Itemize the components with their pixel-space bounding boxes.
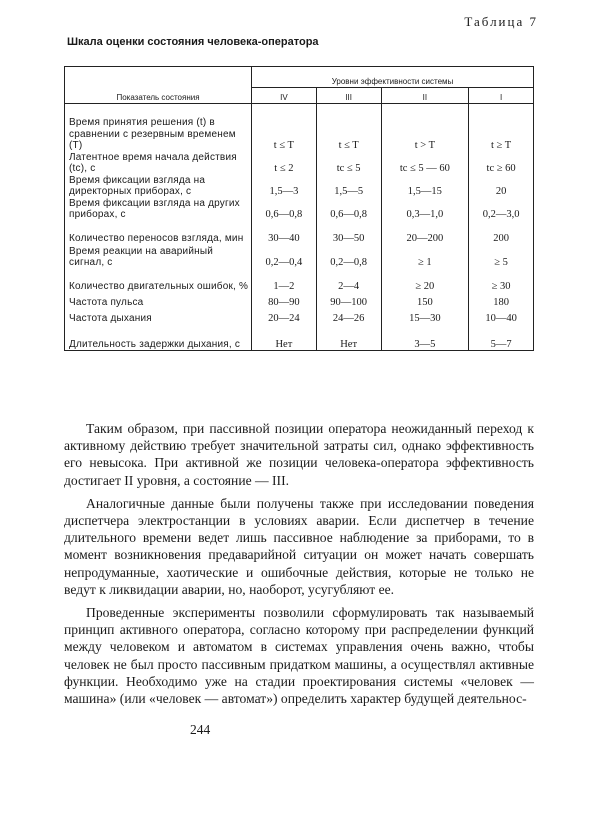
- value-cell: 24—26: [316, 309, 381, 325]
- param-cell: Время фиксации взгляда на других приборах, с: [65, 198, 252, 221]
- value-cell: 0,6—0,8: [316, 198, 381, 221]
- paragraph: Таким образом, при пассивной позиции оператора неожиданный переход к активному действию требует значительной затраты сил, однако эффективность его невысока. При активной же позиции человека-оператора эффективность достигает II уровня, а состояние — III.: [64, 421, 534, 488]
- value-cell: 30—40: [252, 221, 317, 245]
- value-cell: tс ≤ 5: [316, 152, 381, 175]
- value-cell: Нет: [316, 325, 381, 351]
- value-cell: ≥ 30: [469, 269, 534, 293]
- param-cell: Время принятия решения (t) в сравнении с резервным временем (T): [65, 104, 252, 152]
- value-cell: 0,2—0,4: [252, 245, 317, 269]
- value-cell: t > T: [381, 104, 469, 152]
- value-cell: 1,5—3: [252, 175, 317, 198]
- value-cell: 5—7: [469, 325, 534, 351]
- value-cell: 3—5: [381, 325, 469, 351]
- value-cell: Нет: [252, 325, 317, 351]
- param-cell: Частота дыхания: [65, 309, 252, 325]
- table-row: [65, 309, 534, 325]
- value-cell: 0,2—3,0: [469, 198, 534, 221]
- page-number: 244: [190, 722, 211, 737]
- value-cell: 20: [469, 175, 534, 198]
- param-column-header: Показатель состояния: [65, 67, 252, 104]
- value-cell: ≥ 20: [381, 269, 469, 293]
- value-cell: 150: [381, 293, 469, 309]
- param-cell: Время реакции на аварийный сигнал, с: [65, 245, 252, 269]
- value-cell: t ≤ 2: [252, 152, 317, 175]
- table-row: [65, 198, 534, 221]
- value-cell: 200: [469, 221, 534, 245]
- value-cell: 20—200: [381, 221, 469, 245]
- table-body: [65, 104, 534, 351]
- value-cell: 2—4: [316, 269, 381, 293]
- param-cell: Время фиксации взгляда на директорных приборах, с: [65, 175, 252, 198]
- value-cell: t ≥ T: [469, 104, 534, 152]
- level-header: IV: [252, 88, 317, 104]
- table-row: [65, 104, 534, 152]
- value-cell: 0,6—0,8: [252, 198, 317, 221]
- value-cell: 90—100: [316, 293, 381, 309]
- value-cell: t ≤ T: [316, 104, 381, 152]
- value-cell: 15—30: [381, 309, 469, 325]
- table-title: Шкала оценки состояния человека-оператора: [67, 36, 319, 48]
- table-number-label: Таблица 7: [464, 14, 538, 29]
- value-cell: ≥ 5: [469, 245, 534, 269]
- value-cell: 20—24: [252, 309, 317, 325]
- table-row: [65, 245, 534, 269]
- value-cell: tс ≥ 60: [469, 152, 534, 175]
- value-cell: 1—2: [252, 269, 317, 293]
- body-text: [64, 420, 534, 713]
- levels-header: Уровни эффективности системы: [252, 67, 534, 88]
- value-cell: 1,5—5: [316, 175, 381, 198]
- value-cell: 80—90: [252, 293, 317, 309]
- table-row: [65, 269, 534, 293]
- level-header: I: [469, 88, 534, 104]
- table-row: [65, 325, 534, 351]
- value-cell: 0,2—0,8: [316, 245, 381, 269]
- table-row: [65, 221, 534, 245]
- value-cell: 180: [469, 293, 534, 309]
- value-cell: t ≤ T: [252, 104, 317, 152]
- param-cell: Латентное время начала действия (tс), с: [65, 152, 252, 175]
- state-scale-table: [64, 66, 534, 351]
- param-cell: Количество двигательных ошибок, %: [65, 269, 252, 293]
- param-cell: Длительность задержки дыхания, с: [65, 325, 252, 351]
- value-cell: 1,5—15: [381, 175, 469, 198]
- table-row: [65, 175, 534, 198]
- param-cell: Количество переносов взгляда, мин: [65, 221, 252, 245]
- value-cell: tс ≤ 5 — 60: [381, 152, 469, 175]
- table-row: [65, 293, 534, 309]
- value-cell: 0,3—1,0: [381, 198, 469, 221]
- paragraph: Аналогичные данные были получены также при исследовании поведения диспетчера электростанции в условиях аварии. Если диспетчер в течение длительного времени ведет лишь пассивное наблюдение за приборами, то в момент возникновения предаварийной ситуации он может начать совершать непродуманные, хаотические и ошибочные действия, которые не только не ведут к ликвидации аварии, но, наоборот, усугубляют ее.: [64, 495, 534, 597]
- value-cell: 30—50: [316, 221, 381, 245]
- level-header: II: [381, 88, 469, 104]
- level-header: III: [316, 88, 381, 104]
- table-row: [65, 152, 534, 175]
- value-cell: 10—40: [469, 309, 534, 325]
- value-cell: ≥ 1: [381, 245, 469, 269]
- param-cell: Частота пульса: [65, 293, 252, 309]
- paragraph: Проведенные эксперименты позволили сформулировать так называемый принцип активного оператора, согласно которому при распределении функций между человеком и автоматом в системах управления очень важно, чтобы человек не был просто пассивным придатком машины, а осуществлял активные функции. Необходимо уже на стадии проектирования системы «человек — машина» (или «человек — автомат») определить характер будущей деятельнос-: [64, 605, 534, 707]
